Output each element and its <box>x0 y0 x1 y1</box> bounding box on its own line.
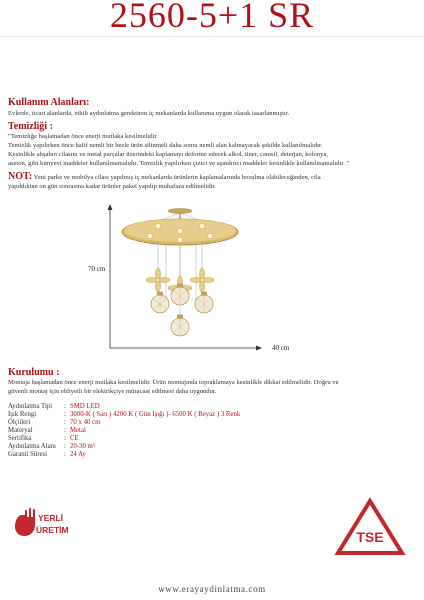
spec-key: Sertifika <box>8 435 32 442</box>
cleaning-line-1: "Temizliğe başlamadan önce enerji mutlaka kesilmelidir. <box>8 133 158 140</box>
ceiling-canopy <box>168 209 192 214</box>
spec-key: Aydınlatma Alanı <box>8 443 56 450</box>
spec-key: Işık Rengi <box>8 411 37 418</box>
spec-value: 70 x 40 cm <box>70 419 101 426</box>
usage-text: Evlerde, ticari alanlarda, etkili aydınlatma gerektiren iç mekanlarda kullanıma uygun olarak tasarlanmıştır. <box>8 110 290 117</box>
usage-heading: Kullanım Alanları: <box>8 97 90 108</box>
website-url: www.erayaydinlatma.com <box>158 584 266 594</box>
cleaning-line-3: Kesinlikle ahşabın cilasını ve metal parçalar üzerindeki kaplamayı deforme edecek alkol, tiner, camsil, deterjan, kolonya, <box>8 151 328 158</box>
spec-row: Aydınlatma Alanı : 20-30 m² <box>8 443 240 451</box>
spec-row: Aydınlatma Tipi : SMD LED <box>8 403 240 411</box>
spec-value: 3000-K ( Sarı ) 4200 K ( Gün Işığı )- 6500 K ( Beyaz ) 3 Renk <box>70 411 241 418</box>
width-arrow-right <box>256 346 262 351</box>
product-title: 2560-5+1 SR <box>109 0 315 35</box>
installation-line-1: Montaja başlamadan önce enerji mutlaka kesilmelidir. Ürün montajında topraklamaya kesinlikle dikkat edilmelidir. Doğru ve <box>8 379 339 386</box>
spec-value: Metal <box>70 427 86 434</box>
yerli-text: YERLİ <box>38 513 64 523</box>
spec-row: Materyal : Metal <box>8 427 240 435</box>
crystal-globe-icon <box>151 284 213 336</box>
tse-logo <box>334 497 406 557</box>
cleaning-heading: Temizliği : <box>8 121 53 132</box>
header-divider <box>0 36 424 37</box>
hand-icon <box>15 508 35 536</box>
spec-key: Ölçüleri <box>8 419 31 426</box>
installation-heading: Kurulumu : <box>8 367 60 378</box>
installation-line-2: güvenli montaj için ehliyetli bir elektrikçiye müracaat edilmesi daha uygundur. <box>8 388 217 395</box>
height-arrow-top <box>108 204 113 210</box>
spec-key: Garanti Süresi <box>8 451 48 458</box>
note-line-1 <box>8 173 321 182</box>
spec-row: Işık Rengi : 3000-K ( Sarı ) 4200 K ( Gün Işığı )- 6500 K ( Beyaz ) 3 Renk <box>8 411 241 418</box>
spec-key: Aydınlatma Tipi <box>8 403 53 410</box>
note-text-1: Yeni parke ve mobilya cilası yapılmış iç mekanlarda ürünlerin kaplamalarında bozulma olabileceğinden, cila <box>32 174 321 181</box>
spec-value: SMD LED <box>70 403 100 410</box>
note-label: NOT: <box>8 171 33 182</box>
spec-table <box>8 403 240 459</box>
yerli-uretim-logo <box>12 505 69 541</box>
uretim-text: ÜRETİM <box>36 525 69 535</box>
spec-value: CE <box>70 435 79 442</box>
height-dimension-label: 70 cm <box>88 265 106 273</box>
spec-row: Sertifika : CE <box>8 435 240 443</box>
spec-value: 24 Ay <box>70 451 86 458</box>
note-line-2: yapıldıktan on gün sonrasına kadar ürünler paket yapılıp muhafaza edilmelidir. <box>8 183 217 190</box>
spec-row: Garanti Süresi : 24 Ay <box>8 451 240 459</box>
cleaning-line-4: aseton, gibi kimyevi maddeler kullanılmamalıdır. Temizlik yapılırken çizici ve aşındırıcı maddeler kesinlikle kullanılmamalıdır. " <box>8 160 350 167</box>
tse-triangle <box>338 501 402 553</box>
tse-text: TSE <box>356 529 384 545</box>
spec-row: Ölçüleri : 70 x 40 cm <box>8 419 240 427</box>
cleaning-line-2: Temizlik yapılırken önce hafif nemli bir bezle ürün silinmeli daha sonra nemli alan kalmayacak şekilde kullanılmalıdır. <box>8 142 323 149</box>
width-dimension-label: 40 cm <box>272 344 290 352</box>
spec-value: 20-30 m² <box>70 443 95 450</box>
spec-key: Materyal <box>8 427 33 434</box>
product-diagram <box>0 196 424 366</box>
